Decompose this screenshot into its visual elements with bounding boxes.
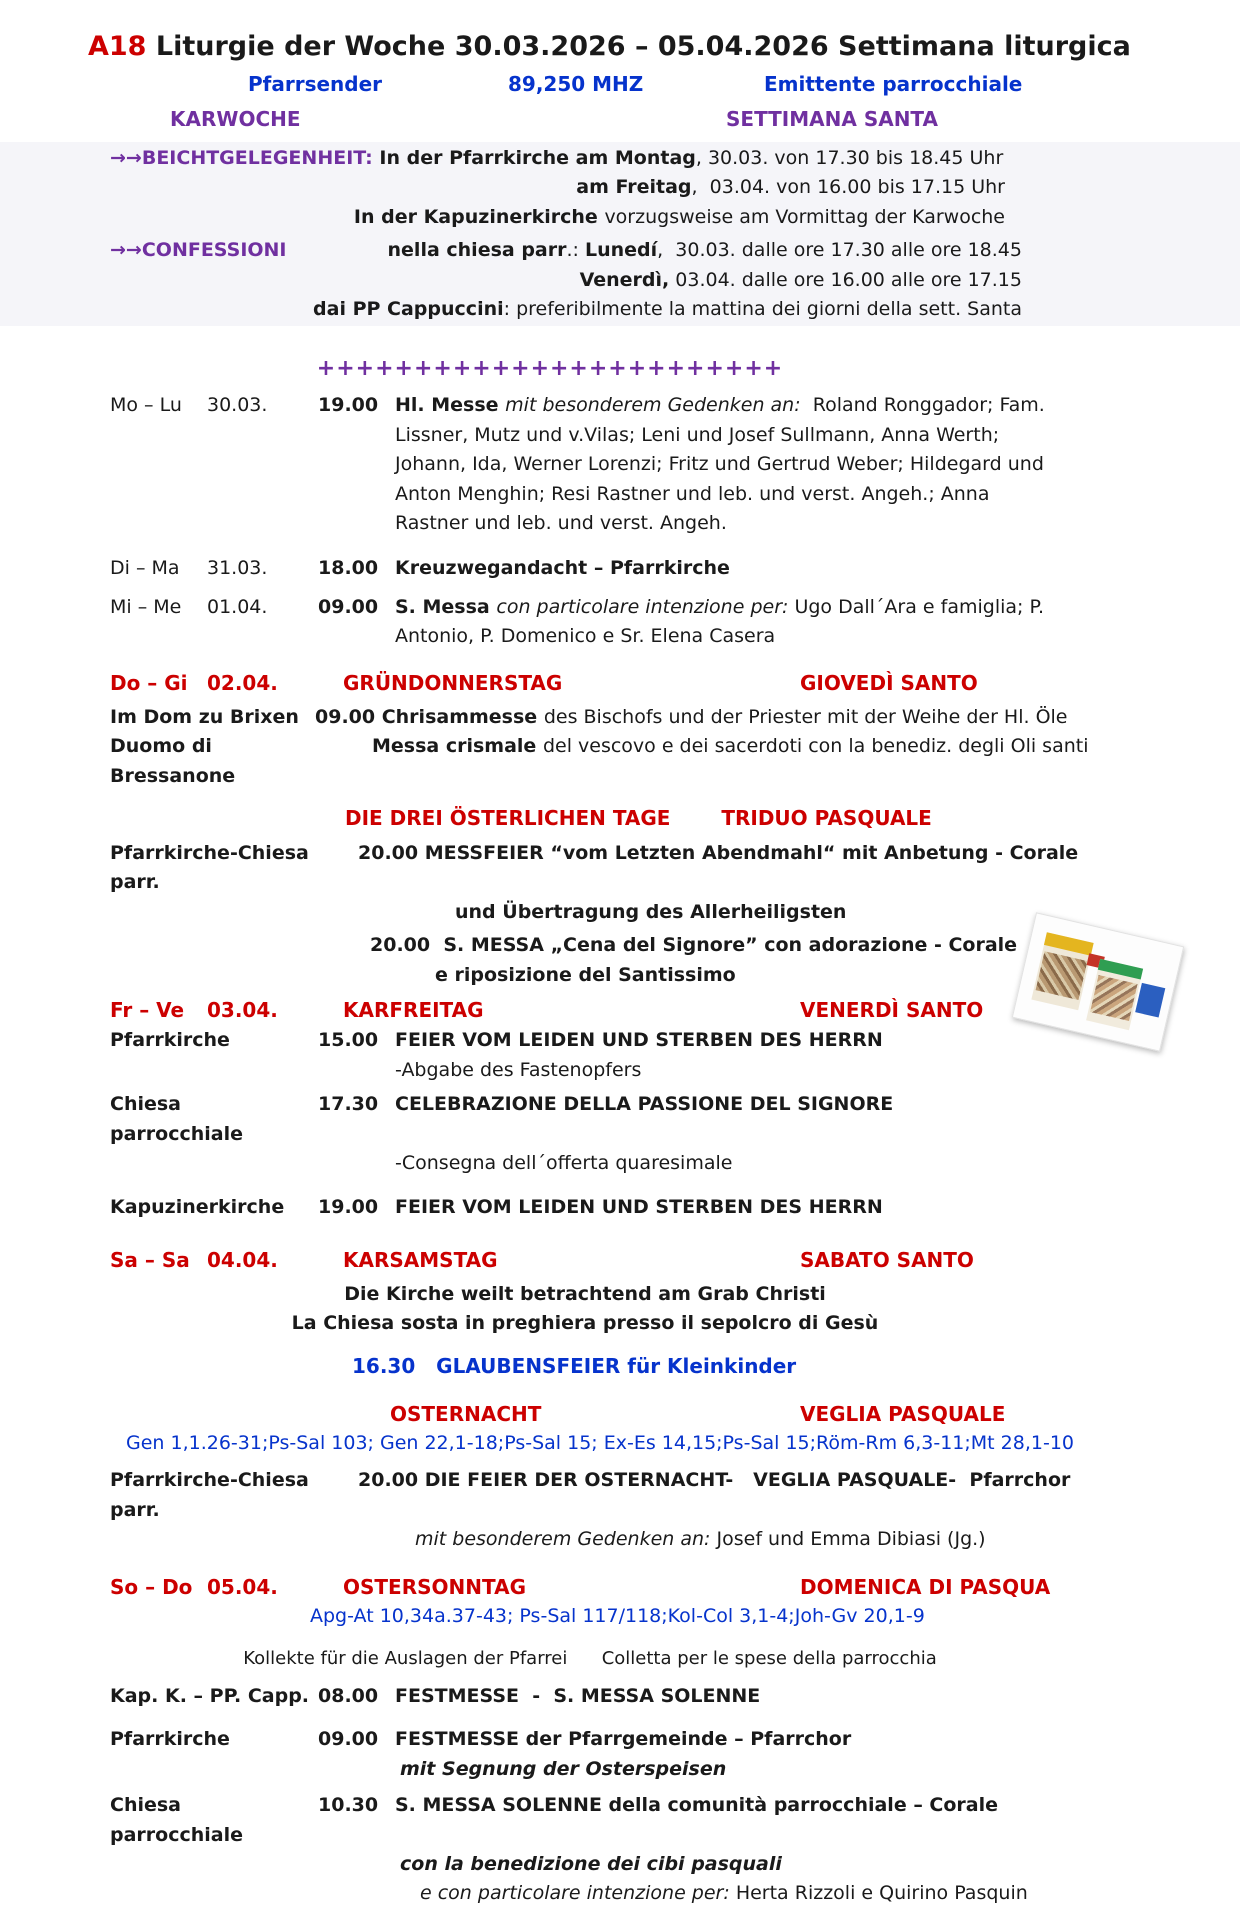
offering-box-yellow: [1031, 932, 1093, 1010]
text-segment: Kreuzwegandacht – Pfarrkirche: [395, 557, 730, 580]
location-label: Duomo di Bressanone: [110, 735, 236, 787]
day-label: Sa – Sa: [110, 1247, 190, 1272]
text-segment: Herta Rizzoli e Quirino Pasquin: [729, 1882, 1028, 1905]
location-label: Pfarrkirche-Chiesa parr.: [110, 842, 309, 894]
text-segment: : preferibilmente la mattina dei giorni della sett. Santa: [503, 297, 1022, 320]
text-segment: S. MESSA SOLENNE della comunità parrocchiale – Corale: [395, 1794, 999, 1817]
time-label: 15.00: [318, 1029, 379, 1052]
text-segment: 09.00 Chrisammesse: [315, 705, 544, 728]
time-label: 19.00: [318, 394, 379, 417]
location-label: Kapuzinerkirche: [110, 1196, 285, 1219]
karsamstag-text-de: [0, 1280, 1240, 1309]
location-label: Pfarrkirche-Chiesa parr.: [110, 1469, 309, 1521]
time-label: 09.00: [318, 1728, 379, 1751]
text-segment: 16.30 GLAUBENSFEIER für Kleinkinder: [352, 1353, 797, 1378]
text-segment: vorzugsweise am Vormittag der Karwoche: [604, 205, 1005, 228]
row-osternacht-gedenken: [0, 1525, 1240, 1554]
event-description: [395, 1725, 1180, 1754]
feast-title-it: VENERDÌ SANTO: [800, 998, 984, 1023]
row-intenzione-pasquale: [0, 1879, 1240, 1908]
row-festmesse-pfarrkirche: [0, 1725, 1240, 1754]
time-label: 10.30: [318, 1794, 379, 1817]
subtitle-emittente: Emittente parrocchiale: [764, 71, 1023, 96]
feast-title-it: DOMENICA DI PASQUA: [800, 1575, 1051, 1600]
row-segnung-osterspeisen: [0, 1755, 1240, 1784]
page-title: [0, 0, 1240, 66]
text-segment: .:: [566, 239, 585, 262]
time-label: 09.00: [318, 595, 379, 618]
date-label: [207, 1399, 305, 1429]
location-label: Pfarrkirche: [110, 1029, 230, 1052]
header-ostersonntag: [0, 1572, 1240, 1602]
text-segment: In der Pfarrkirche am Montag: [379, 146, 696, 169]
event-description: [395, 1090, 1180, 1149]
beicht-line-3: [0, 203, 1240, 232]
date-label: 03.04.: [207, 998, 278, 1023]
event-description: [358, 1466, 1200, 1525]
text-segment: Venerdì,: [579, 268, 670, 291]
text-segment: -Abgabe des Fastenopfers: [395, 1058, 642, 1081]
date-label: 31.03.: [207, 557, 268, 580]
row-messfeier: [0, 839, 1240, 898]
text-segment: 03.04. dalle ore 16.00 alle ore 17.15: [669, 268, 1022, 291]
row-benedizione-cibi: [0, 1850, 1240, 1879]
event-description: [395, 593, 1055, 652]
beicht-block: [0, 142, 1240, 234]
day-label: Do – Gi: [110, 670, 188, 695]
header-gruendonnerstag: [0, 668, 1240, 698]
event-description: [395, 1682, 1180, 1711]
time-label: 17.30: [318, 1093, 379, 1116]
row-osternacht-feier: [0, 1466, 1240, 1525]
row-karfreitag-chiesa: [0, 1090, 1240, 1149]
day-label: Di – Ma: [110, 557, 180, 580]
header-osternacht: [0, 1399, 1240, 1429]
subtitle-frequency: 89,250 MHZ: [508, 71, 644, 96]
row-messa-solenne: [0, 1791, 1240, 1850]
event-description: [395, 1791, 1180, 1850]
feast-title-it: GIOVEDÌ SANTO: [800, 670, 978, 695]
text-segment: [567, 1648, 601, 1669]
text-segment: -Consegna dell´offerta quaresimale: [395, 1151, 733, 1174]
row-glaubensfeier: [0, 1351, 1240, 1382]
text-segment: mit besonderem Gedenken an:: [415, 1528, 711, 1551]
text-segment: am Freitag: [576, 176, 692, 199]
confessioni-block: [0, 234, 1240, 326]
text-segment: mit besonderem Gedenken an:: [505, 394, 801, 417]
event-description: [315, 703, 1200, 732]
title-tag: A18: [88, 31, 147, 62]
text-segment: FESTMESSE - S. MESSA SOLENNE: [395, 1684, 761, 1707]
day-label: Mo – Lu: [110, 394, 182, 417]
text-segment: FESTMESSE der Pfarrgemeinde – Pfarrchor: [395, 1728, 852, 1751]
location-label: Chiesa parrocchiale: [110, 1794, 243, 1846]
text-segment: [670, 806, 721, 830]
text-segment: →→: [110, 239, 142, 262]
text-segment: La Chiesa sosta in preghiera presso il sepolcro di Gesù: [291, 1312, 879, 1335]
confessioni-line-1-text: [388, 236, 1022, 265]
ostersonntag-readings: [0, 1602, 1240, 1631]
time-label: 19.00: [318, 1196, 379, 1219]
text-segment: Colletta per le spese della parrocchia: [601, 1647, 937, 1669]
text-segment: Lunedí: [584, 239, 658, 262]
text-segment: In der Kapuzinerkirche: [353, 205, 605, 228]
text-segment: dai PP Cappuccini: [313, 297, 504, 320]
text-segment: CONFESSIONI: [141, 239, 287, 262]
week-title-de: KARWOCHE: [170, 106, 301, 131]
confessioni-label: [110, 236, 287, 265]
text-segment: Kollekte für die Auslagen der Pfarrei: [243, 1647, 568, 1669]
row-bressanone: [0, 732, 1240, 791]
date-label: 04.04.: [207, 1247, 278, 1272]
date-label: 30.03.: [207, 394, 268, 417]
day-label: Fr – Ve: [110, 998, 185, 1023]
row-karfreitag-kapuzinerkirche: [0, 1193, 1240, 1222]
text-segment: e riposizione del Santissimo: [435, 963, 736, 986]
location-label: Kap. K. – PP. Capp.: [110, 1684, 310, 1707]
confessioni-line-3: [0, 295, 1240, 324]
feast-title-de: GRÜNDONNERSTAG: [343, 670, 563, 695]
text-segment: Apg-At 10,34a.37-43; Ps-Sal 117/118;Kol-Col 3,1-4;Joh-Gv 20,1-9: [310, 1605, 925, 1628]
text-segment: 20.00 S. MESSA „Cena del Signore” con adorazione - Corale: [370, 934, 1018, 957]
text-segment: e con particolare intenzione per:: [420, 1882, 730, 1905]
feast-title-de: OSTERNACHT: [390, 1401, 542, 1426]
date-label: 01.04.: [207, 595, 268, 618]
day-label: Mi – Me: [110, 595, 182, 618]
text-segment: , 30.03. dalle ore 17.30 alle ore 18.45: [657, 239, 1022, 262]
feast-title-de: KARSAMSTAG: [343, 1247, 498, 1272]
offering-box-blue: [1135, 983, 1165, 1018]
schedule-row-tuesday: [0, 554, 1240, 583]
text-segment: Gen 1,1.26-31;Ps-Sal 103; Gen 22,1-18;Ps-Sal 15; Ex-Es 14,15;Ps-Sal 15;Röm-Rm 6,3-11;Mt 28,1-10: [126, 1431, 1074, 1454]
header-karsamstag: [0, 1245, 1240, 1275]
text-segment: FEIER VOM LEIDEN UND STERBEN DES HERRN: [395, 1029, 883, 1052]
date-label: 02.04.: [207, 670, 278, 695]
text-segment: nella chiesa parr: [387, 239, 567, 262]
text-segment: del vescovo e dei sacerdoti con la benediz. degli Oli santi: [542, 735, 1089, 758]
time-label: 08.00: [318, 1684, 379, 1707]
header-triduum: [0, 803, 1240, 834]
text-segment: Ugo Dall´Ara e famiglia; P. Antonio, P. Domenico e Sr. Elena Casera: [395, 595, 1051, 648]
event-description: [395, 1193, 1180, 1222]
text-segment: Josef und Emma Dibiasi (Jg.): [710, 1528, 986, 1551]
plus-separator: ++++++++++++++++++++++++: [316, 356, 784, 382]
text-segment: FEIER VOM LEIDEN UND STERBEN DES HERRN: [395, 1196, 883, 1219]
row-karfreitag-pfarrkirche: [0, 1026, 1240, 1055]
row-brixen: [0, 703, 1240, 732]
week-title-row: [0, 104, 1240, 134]
event-description: [395, 1026, 1180, 1055]
text-segment: 20.00 DIE FEIER DER OSTERNACHT- VEGLIA PASQUALE- Pfarrchor: [358, 1469, 1071, 1492]
karsamstag-text-it: [0, 1309, 1240, 1338]
week-title-it: SETTIMANA SANTA: [726, 106, 939, 131]
offering-box-green: [1086, 959, 1143, 1030]
text-segment: Hl. Messe: [395, 394, 506, 417]
schedule-row-monday: [0, 391, 1240, 538]
day-label: [110, 1399, 207, 1429]
text-segment: →→: [110, 146, 142, 169]
row-festmesse-kapuziner: [0, 1682, 1240, 1711]
text-segment: Roland Ronggador; Fam. Lissner, Mutz und v.Vilas; Leni und Josef Sullmann, Anna Werth; Johann, Ida, Werner Lorenzi; Fritz und Gertrud Weber; Hildegard und Anton Menghin; Resi Rastner und leb. und verst. Angeh.; Anna Rastner und leb. und verst. Angeh.: [395, 394, 1051, 534]
feast-title-de: KARFREITAG: [343, 998, 484, 1023]
event-description: [315, 732, 1200, 791]
time-label: 18.00: [318, 557, 379, 580]
text-segment: con la benedizione dei cibi pasquali: [400, 1852, 782, 1875]
event-description: [395, 391, 1055, 538]
text-segment: und Übertragung des Allerheiligsten: [455, 900, 847, 923]
offering-box-picture: [1036, 951, 1088, 1000]
text-segment: mit Segnung der Osterspeisen: [400, 1757, 727, 1780]
text-segment: CELEBRAZIONE DELLA PASSIONE DEL SIGNORE: [395, 1093, 894, 1116]
row-offerta-quaresimale: [0, 1149, 1240, 1178]
confessioni-line-1: [0, 236, 1240, 265]
text-segment: DIE DREI ÖSTERLICHEN TAGE: [345, 806, 671, 831]
beicht-line-1: [0, 144, 1240, 173]
text-segment: BEICHTGELEGENHEIT:: [141, 146, 380, 169]
row-fastenopfer: [0, 1056, 1240, 1085]
beicht-line-2: [0, 173, 1240, 202]
subtitle-row: [0, 70, 1240, 99]
kollekte-line: [0, 1645, 1240, 1673]
title-text: Liturgie der Woche 30.03.2026 – 05.04.2026 Settimana liturgica: [146, 31, 1131, 62]
date-label: 05.04.: [207, 1575, 278, 1600]
day-label: So – Do: [110, 1575, 193, 1600]
location-label: Im Dom zu Brixen: [110, 705, 299, 728]
text-segment: TRIDUO PASQUALE: [721, 806, 932, 831]
schedule-row-wednesday: [0, 593, 1240, 652]
text-segment: des Bischofs und der Priester mit der Weihe der Hl. Öle: [543, 705, 1068, 728]
text-segment: S. Messa: [395, 595, 497, 618]
location-label: Chiesa parrocchiale: [110, 1093, 243, 1145]
offering-box-picture: [1090, 975, 1138, 1021]
text-segment: 20.00 MESSFEIER “vom Letzten Abendmahl“ mit Anbetung - Corale: [358, 842, 1079, 865]
event-description: [358, 839, 1200, 898]
subtitle-pfarrsender: Pfarrsender: [248, 71, 383, 96]
feast-title-de: OSTERSONNTAG: [343, 1575, 526, 1600]
confessioni-line-2: [0, 266, 1240, 295]
event-description: [395, 554, 1055, 583]
feast-title-it: VEGLIA PASQUALE: [800, 1401, 1006, 1426]
text-segment: , 03.04. von 16.00 bis 17.15 Uhr: [691, 176, 1005, 199]
location-label: Pfarrkirche: [110, 1728, 230, 1751]
text-segment: Messa crismale: [372, 735, 543, 758]
osternacht-readings: [0, 1429, 1240, 1458]
feast-title-it: SABATO SANTO: [800, 1247, 974, 1272]
text-segment: , 30.03. von 17.30 bis 18.45 Uhr: [695, 146, 1004, 169]
text-segment: con particolare intenzione per:: [496, 595, 789, 618]
text-segment: Die Kirche weilt betrachtend am Grab Christi: [344, 1282, 826, 1305]
